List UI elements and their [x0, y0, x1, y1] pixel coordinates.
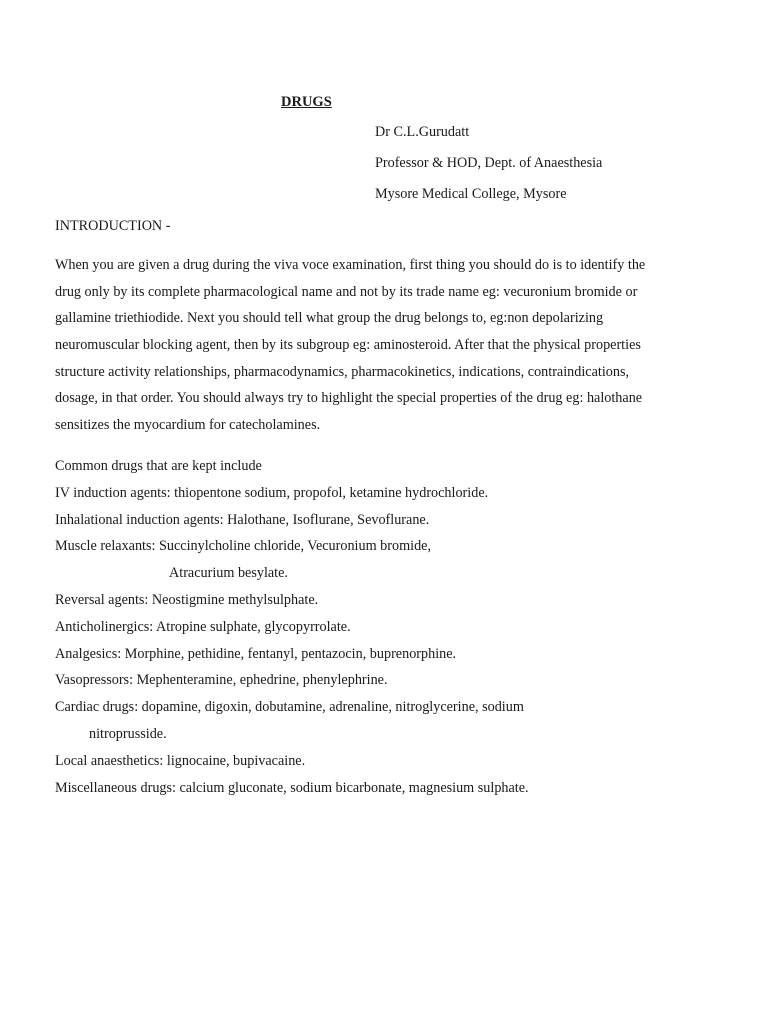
list-item-anticholinergics: Anticholinergics: Atropine sulphate, glycopyrrolate.	[55, 618, 351, 635]
paragraph-line: structure activity relationships, pharmacodynamics, pharmacokinetics, indications, contraindications,	[55, 363, 630, 380]
list-item-analgesics: Analgesics: Morphine, pethidine, fentanyl, pentazocin, buprenorphine.	[55, 645, 457, 662]
list-item-inhalational: Inhalational induction agents: Halothane, Isoflurane, Sevoflurane.	[55, 511, 430, 528]
paragraph-line: neuromuscular blocking agent, then by its subgroup eg: aminosteroid. After that the physical properties	[55, 337, 641, 354]
paragraph-line: gallamine triethiodide. Next you should tell what group the drug belongs to, eg:non depolarizing	[55, 310, 604, 327]
paragraph-line: When you are given a drug during the viva voce examination, first thing you should do is to identify the	[55, 257, 646, 273]
paragraph-line: dosage, in that order. You should always try to highlight the special properties of the drug eg: halothane	[55, 390, 643, 407]
document-title: DRUGS	[281, 94, 332, 110]
list-item-local-anaesthetics: Local anaesthetics: lignocaine, bupivacaine.	[55, 752, 306, 769]
author-position: Professor & HOD, Dept. of Anaesthesia	[375, 155, 603, 171]
list-item-cardiac-drugs-cont: nitroprusside.	[89, 725, 167, 742]
paragraph-line: sensitizes the myocardium for catecholamines.	[55, 417, 321, 434]
list-item-vasopressors: Vasopressors: Mephenteramine, ephedrine, phenylephrine.	[55, 672, 388, 689]
drug-list-intro: Common drugs that are kept include	[55, 458, 262, 474]
drug-list	[55, 458, 735, 806]
list-item-reversal-agents: Reversal agents: Neostigmine methylsulphate.	[55, 591, 319, 608]
introduction-heading: INTRODUCTION -	[55, 218, 171, 234]
list-item-muscle-relaxants: Muscle relaxants: Succinylcholine chloride, Vecuronium bromide,	[55, 538, 432, 555]
list-item-iv-induction: IV induction agents: thiopentone sodium, propofol, ketamine hydrochloride.	[55, 484, 489, 501]
paragraph-line: drug only by its complete pharmacological name and not by its trade name eg: vecuronium bromide or	[55, 283, 638, 300]
list-item-muscle-relaxants-cont: Atracurium besylate.	[169, 565, 288, 582]
list-item-miscellaneous: Miscellaneous drugs: calcium gluconate, sodium bicarbonate, magnesium sulphate.	[55, 779, 529, 796]
list-item-cardiac-drugs: Cardiac drugs: dopamine, digoxin, dobutamine, adrenaline, nitroglycerine, sodium	[55, 699, 524, 716]
introduction-paragraph	[55, 256, 695, 443]
author-institution: Mysore Medical College, Mysore	[375, 186, 567, 202]
author-name: Dr C.L.Gurudatt	[375, 124, 470, 140]
